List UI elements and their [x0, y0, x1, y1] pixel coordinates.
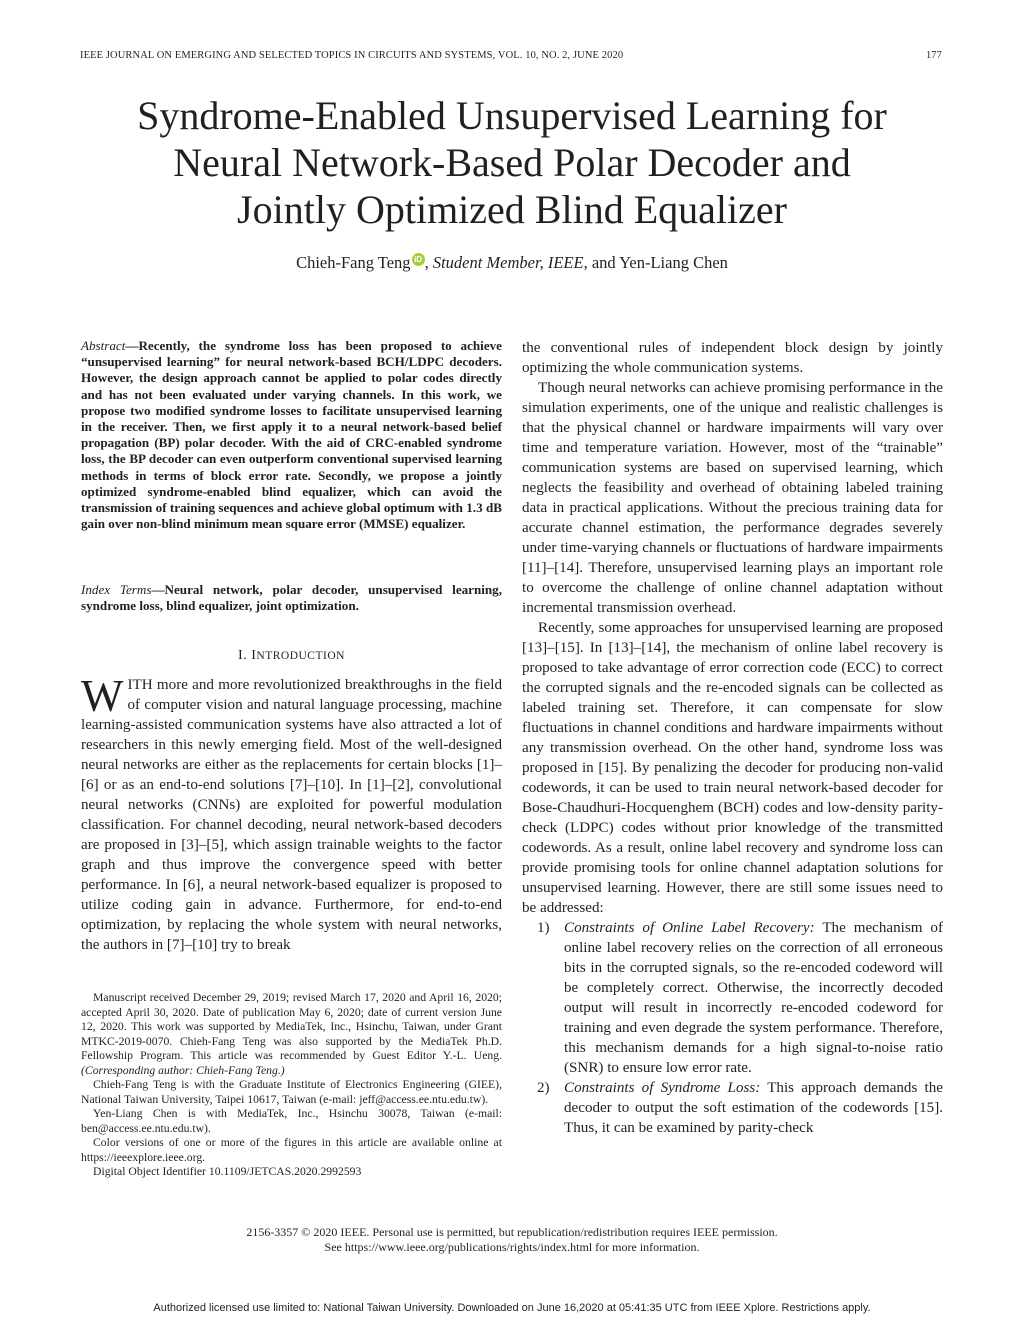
list-item	[522, 1078, 943, 1138]
running-header	[80, 50, 942, 66]
intro-text: ITH more and more revolutionized breakthroughs in the field of computer vision and natural language processing, machine learning-assisted communication systems have also attracted a lot of researchers in this newly emerging field. Most of the well-designed neural networks are either as the replacements for certain blocks [1]–[6] or as an end-to-end solutions [7]–[10]. In [1]–[2], convolutional neural networks (CNNs) are exploited for powerful modulation classification. For channel decoding, neural network-based decoders are proposed in [3]–[5], which assign trainable weights to the factor graph and thus improve the convergence speed with better performance. In [6], a neural network-based equalizer is proposed to utilize coding gain in advance. Furthermore, for end-to-end optimization, by replacing the whole system with neural networks, the authors in [7]–[10] try to break	[81, 677, 502, 953]
list-number: 1)	[537, 920, 550, 936]
footnote-manuscript-text: Manuscript received December 29, 2019; revised March 17, 2020 and April 16, 2020; accepted April 30, 2020. Date of publication May 6, 2020; date of current version June 12, 2020. This work was supported by MediaTek, Inc., Hsinchu, Taiwan, under Grant MTKC-2019-0070. Chieh-Fang Teng was also supported by the MediaTek Ph.D. Fellowship Program. This article was recommended by Guest Editor Y.-L. Ueng.	[81, 991, 502, 1062]
list-item-title: Constraints of Syndrome Loss:	[564, 1080, 761, 1096]
author-rest: , and Yen-Liang Chen	[583, 253, 728, 272]
paragraph: Though neural networks can achieve promising performance in the simulation experiments, one of the unique and realistic challenges is that the physical channel or hardware impairments will vary over time and temperature variation. However, most of the “trainable” communication systems are based on supervised learning, which neglects the feasibility and overhead of obtaining labeled training data in practical applications. Without the precious training data for accurate channel estimation, the performance degrades severely under time-varying channels or fluctuations of hardware impairments [11]–[14]. Therefore, unsupervised learning plays an important role to overcome the challenge of online channel adaptation without incremental transmission overhead.	[522, 380, 943, 616]
author-separator: ,	[424, 253, 429, 272]
footnote-doi: Digital Object Identifier 10.1109/JETCAS.2020.2992593	[93, 1165, 362, 1178]
title-line: Jointly Optimized Blind Equalizer	[237, 187, 787, 232]
copyright-line: See https://www.ieee.org/publications/rights/index.html for more information.	[324, 1240, 700, 1254]
section-numeral: I.	[238, 648, 248, 663]
paragraph: the conventional rules of independent block design by jointly optimizing the whole communication systems.	[522, 340, 943, 376]
footnote-affiliation: Yen-Liang Chen is with MediaTek, Inc., Hsinchu 30078, Taiwan (e-mail: ben@access.ee.ntu.edu.tw).	[81, 1107, 502, 1135]
author-line	[60, 253, 964, 273]
author-affiliation: Student Member, IEEE	[432, 253, 584, 272]
corresponding-author: (Corresponding author: Chieh-Fang Teng.)	[81, 1063, 285, 1077]
index-terms-label: Index Terms	[81, 582, 152, 597]
orcid-icon[interactable]: iD	[412, 253, 425, 266]
journal-name: IEEE JOURNAL ON EMERGING AND SELECTED TOPICS IN CIRCUITS AND SYSTEMS, VOL. 10, NO. 2, JUNE 2020	[80, 50, 624, 61]
copyright-line: 2156-3357 © 2020 IEEE. Personal use is permitted, but republication/redistribution requires IEEE permission.	[246, 1225, 778, 1239]
section-title-rest: NTRODUCTION	[256, 650, 345, 662]
authorized-use-notice: Authorized licensed use limited to: National Taiwan University. Downloaded on June 16,2020 at 05:41:35 UTC from IEEE Xplore. Restrictions apply.	[153, 1302, 871, 1314]
drop-cap: W	[81, 671, 124, 721]
abstract-label: Abstract	[81, 338, 126, 353]
index-terms: Index Terms—Neural network, polar decoder, unsupervised learning, syndrome loss, blind equalizer, joint optimization.	[81, 582, 503, 614]
footnote-manuscript	[81, 991, 502, 1078]
title-line: Neural Network-Based Polar Decoder and	[173, 140, 851, 185]
section-heading	[81, 648, 502, 664]
index-terms-text: Neural network, polar decoder, unsupervised learning, syndrome loss, blind equalizer, joint optimization.	[81, 582, 503, 614]
title-line: Syndrome-Enabled Unsupervised Learning for	[137, 93, 887, 138]
abstract-text: Recently, the syndrome loss has been proposed to achieve “unsupervised learning” for neural network-based BCH/LDPC decoders. However, the design approach cannot be applied to polar codes directly and has not been evaluated under varying channels. In this work, we propose two modified syndrome losses to facilitate unsupervised learning in the receiver. Then, we first apply it to a neural network-based belief propagation (BP) polar decoder. With the aid of CRC-enabled syndrome loss, the BP decoder can even outperform conventional supervised learning methods in terms of block error rate. Secondly, we propose a jointly optimized syndrome-enabled blind equalizer, which can avoid the transmission of training sequences and achieve global optimum with 1.3 dB gain over non-blind minimum mean square error (MMSE) equalizer.	[81, 338, 502, 532]
right-column	[522, 338, 943, 1138]
list-item-text: This approach demands the decoder to output the soft estimation of the codewords [15]. Thus, it can be examined by parity-check	[564, 1080, 943, 1136]
paragraph: Recently, some approaches for unsupervised learning are proposed [13]–[15]. In [13]–[14], the mechanism of online label recovery is proposed to take advantage of error correction code (ECC) to correct the corrupted signals and the re-encoded signals can be collected as labeled training set. Therefore, it can compensate for slow fluctuations in channel conditions and hardware impairments without any transmission overhead. On the other hand, syndrome loss was proposed in [15]. By penalizing the decoder for producing non-valid codewords, it can be used to train neural network-based decoder for Bose-Chaudhuri-Hocquenghem (BCH) codes and low-density parity-check (LDPC) codes without prior knowledge of the transmitted codewords. As a result, online label recovery and syndrome loss can provide promising tools for online channel adaptation solutions for unsupervised learning. However, there are still some issues need to be addressed:	[522, 620, 943, 916]
copyright-notice	[60, 1225, 964, 1255]
abstract: Abstract—Recently, the syndrome loss has been proposed to achieve “unsupervised learning” for neural network-based BCH/LDPC decoders. However, the design approach cannot be applied to polar codes directly and has not been evaluated under varying channels. In this work, we propose two modified syndrome losses to facilitate unsupervised learning in the receiver. Then, we first apply it to a neural network-based belief propagation (BP) polar decoder. With the aid of CRC-enabled syndrome loss, the BP decoder can even outperform conventional supervised learning methods in terms of block error rate. Secondly, we propose a jointly optimized syndrome-enabled blind equalizer, which can avoid the transmission of training sequences and achieve global optimum with 1.3 dB gain over non-blind minimum mean square error (MMSE) equalizer.	[81, 338, 502, 532]
list-item-text: The mechanism of online label recovery relies on the correction of all erroneous bits in the corrupted signals, so the re-encoded codeword will be completely correct. Otherwise, the incorrectly decoded output will result in incorrectly re-encoded codeword for training and even degrade the system performance. Therefore, this mechanism demands for a high signal-to-noise ratio (SNR) to ensure low error rate.	[564, 920, 943, 1076]
footnotes	[81, 991, 502, 1180]
list-number: 2)	[537, 1080, 550, 1096]
list-item-title: Constraints of Online Label Recovery:	[564, 920, 815, 936]
author-name: Chieh-Fang Teng	[296, 253, 411, 272]
section-title-initial: I	[251, 648, 257, 663]
footnote-color: Color versions of one or more of the figures in this article are available online at https://ieeexplore.ieee.org.	[81, 1136, 502, 1164]
footnote-affiliation: Chieh-Fang Teng is with the Graduate Institute of Electronics Engineering (GIEE), National Taiwan University, Taipei 10617, Taiwan (e-mail: jeff@access.ee.ntu.edu.tw).	[81, 1078, 502, 1106]
issue-list	[522, 918, 943, 1138]
paper-title	[60, 92, 964, 233]
list-item	[522, 918, 943, 1078]
page-number: 177	[925, 50, 942, 61]
introduction-paragraph	[81, 671, 502, 955]
